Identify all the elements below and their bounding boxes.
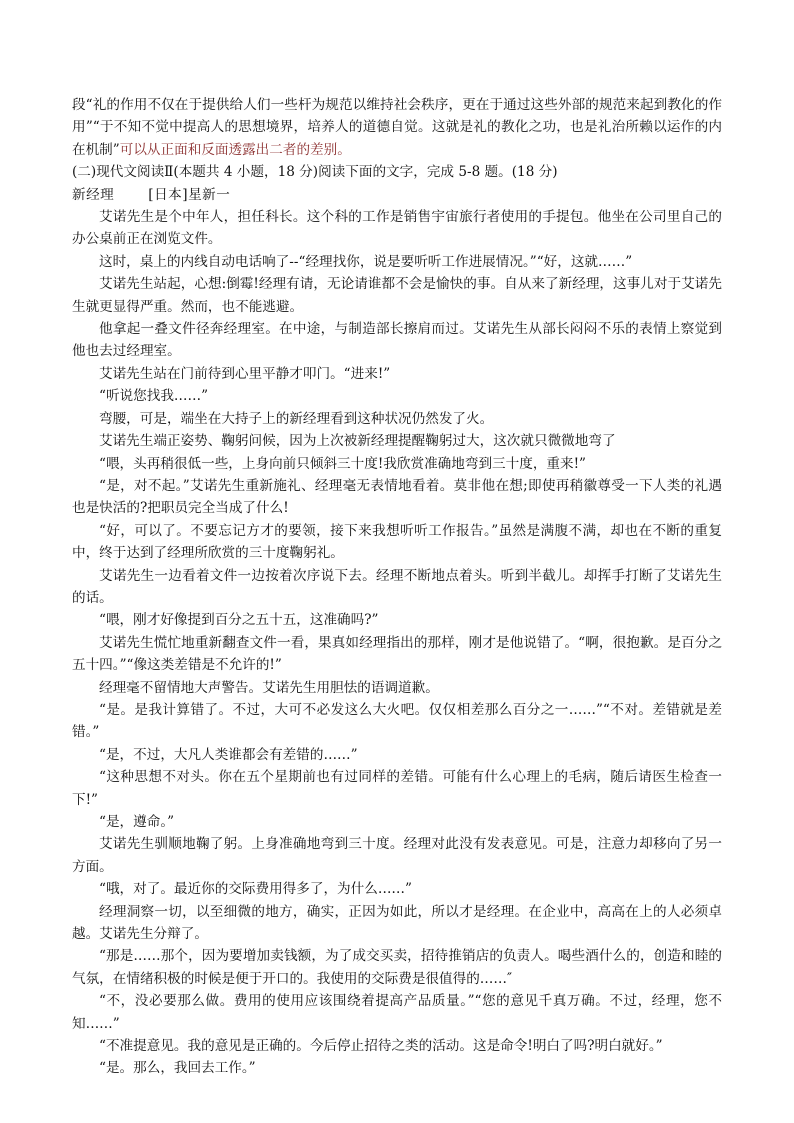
paragraph-4: 他拿起一叠文件径奔经理室。在中途，与制造部长擦肩而过。艾诺先生从部长闷闷不乐的表情上察觉到他也去过经理室。 <box>72 321 722 360</box>
intro-lead-text: 段“礼的作用不仅在于提供给人们一些杆为规范以维持社会秩序，更在于通过这些外部的规范来起到教化的作用”“于不知不觉中提高人的思想境界，培养人的道德自觉。这就是礼的教化之功，也是礼治所赖以运作的内在机制” <box>72 97 722 158</box>
paragraph-3: 艾诺先生站起，心想:倒霉!经理有请，无论请谁都不会是愉快的事。自从来了新经理，这事儿对于艾诺先生就更显得严重。然而，也不能逃避。 <box>72 276 722 315</box>
document-page <box>72 94 722 1080</box>
paragraph-19: “是，遵命。” <box>99 814 175 830</box>
paragraph-17: “是，不过，大凡人类谁都会有差错的……” <box>99 746 358 763</box>
paragraph-10: “是，对不起。”艾诺先生重新施礼、经理毫无表情地看着。莫非他在想;即使再稍徽尊受一下人类的礼遇也是快活的?把职员完全当成了什么! <box>72 477 722 517</box>
section-heading: (二)现代文阅读Ⅱ(本题共 4 小题，18 分)阅读下面的文字，完成 5-8 题。(18 分) <box>72 164 558 181</box>
paragraph-1: 艾诺先生是个中年人，担任科长。这个科的工作是销售宇宙旅行者使用的手提包。他坐在公司里自己的办公桌前正在浏览文件。 <box>72 209 722 248</box>
paragraph-16: “是。是我计算错了。不过，大可不必发这么大火吧。仅仅相差那么百分之一……”“不对。差错就是差错。” <box>72 701 722 741</box>
story-title: 新经理 <box>72 186 115 203</box>
paragraph-26: “是。那么，我回去工作。” <box>99 1060 256 1077</box>
paragraph-7: 弯腰，可是，端坐在大持子上的新经理看到这种状况仍然发了火。 <box>99 410 494 427</box>
paragraph-12: 艾诺先生一边看着文件一边按着次序说下去。经理不断地点着头。听到半截儿。却挥手打断了艾诺先生的话。 <box>72 567 722 606</box>
paragraph-22: 经理洞察一切，以至细微的地方，确实，正因为如此，所以才是经理。在企业中，高高在上的人必须卓越。艾诺先生分辩了。 <box>72 903 722 943</box>
paragraph-15: 经理毫不留情地大声警告。艾诺先生用胆怯的语调道歉。 <box>99 679 439 696</box>
paragraph-23: “那是……那个，因为要增加卖钱额，为了成交买卖，招待推销店的负责人。喝些酒什么的，创造和睦的气氛，在情绪积极的时候是便于开口的。我使用的交际费是很值得的……″ <box>72 948 722 987</box>
paragraph-5: 艾诺先生站在门前待到心里平静才叩门。“进来!” <box>99 365 391 382</box>
story-title-line <box>72 184 722 206</box>
story-author: [日本]星新一 <box>148 186 231 203</box>
paragraph-25: “不准提意见。我的意见是正确的。今后停止招待之类的活动。这是命令!明白了吗?明白就好。” <box>99 1038 663 1055</box>
paragraph-20: 艾诺先生驯顺地鞠了躬。上身准确地弯到三十度。经理对此没有发表意见。可是，注意力却移向了另一方面。 <box>72 836 722 875</box>
paragraph-13: “喂，刚才好像提到百分之五十五，这准确吗?” <box>99 612 379 629</box>
paragraph-21: “哦，对了。最近你的交际费用得多了，为什么……” <box>99 881 412 898</box>
paragraph-11: “好，可以了。不要忘记方才的要领，接下来我想听听工作报告。”虽然是满腹不满，却也在不断的重复中，终于达到了经理所欣赏的三十度鞠躬礼。 <box>72 522 722 562</box>
paragraph-24: “不，没必要那么做。费用的使用应该围绕着提高产品质量。”“您的意见千真万确。不过，经理，您不知……” <box>72 993 722 1032</box>
paragraph-8: 艾诺先生端正姿势、鞠躬问候，因为上次被新经理提醒鞠躬过大，这次就只微微地弯了 <box>99 433 616 450</box>
intro-paragraph <box>72 94 722 161</box>
paragraph-6: “听说您找我……” <box>99 388 209 405</box>
paragraph-9: “喂，头再稍很低一些，上身向前只倾斜三十度!我欣赏准确地弯到三十度，重来!” <box>99 455 587 472</box>
paragraph-14: 艾诺先生慌忙地重新翻查文件一看，果真如经理指出的那样，刚才是他说错了。“啊，很抱歉。是百分之五十四。”“像这类差错是不允许的!” <box>72 634 722 674</box>
paragraph-18: “这种思想不对头。你在五个星期前也有过同样的差错。可能有什么心理上的毛病，随后请医生检查一下!” <box>72 769 722 808</box>
intro-note-text: 可以从正面和反面透露出二者的差别。 <box>119 141 351 158</box>
paragraph-2: 这时，桌上的内线自动电话响了--“经理找你，说是要听听工作进展情况。”“好，这就……” <box>99 253 633 270</box>
